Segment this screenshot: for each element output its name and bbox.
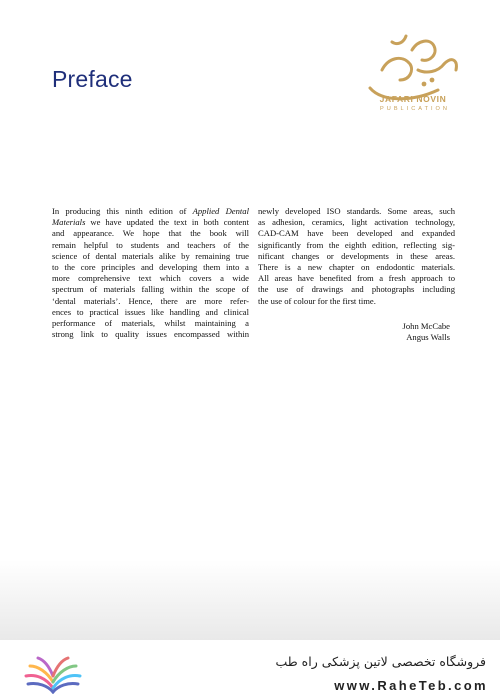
store-name-persian: فروشگاه تخصصی لاتین پزشکی راه طب	[275, 654, 486, 669]
text-line: Materials we have updated the text in both content	[52, 217, 249, 228]
publisher-name: JAFARI NOVIN	[379, 94, 447, 104]
page-bottom-shadow	[0, 560, 500, 640]
text-line: spectrum of materials falling within the scope of	[52, 284, 249, 295]
text-line: remain helpful to students and teachers of the	[52, 239, 249, 250]
page-title: Preface	[52, 66, 133, 92]
text-line: newly developed ISO standards. Some areas, such	[258, 206, 455, 216]
signature-author-2: Angus Walls	[406, 332, 450, 342]
text-line: strong link to quality issues encompassed within	[52, 329, 249, 340]
preface-column-left	[52, 206, 249, 340]
text-line: nificant changes or developments in these areas.	[258, 250, 455, 261]
signature-author-1: John McCabe	[402, 321, 450, 331]
text-line: In producing this ninth edition of Applied Dental	[52, 206, 249, 216]
text-line: science of dental materials alike by remaining true	[52, 250, 249, 261]
book-title-italic: Materials	[52, 217, 86, 228]
preface-column-right	[258, 206, 455, 307]
text-line: ‘dental materials’. Hence, there are more refer-	[52, 295, 249, 306]
text-line: All areas have benefited from a fresh approach to	[258, 273, 455, 284]
open-book-icon	[22, 648, 84, 694]
publisher-subtitle: PUBLICATION	[380, 106, 450, 112]
text-line: to the core principles and developing them into a	[52, 262, 249, 273]
text-line: ences to practical issues like handling and clinical	[52, 306, 249, 317]
text-line: performance of materials, whilst maintaining a	[52, 318, 249, 329]
text-line: significantly from the eighth edition, reflecting sig-	[258, 239, 455, 250]
text-line: the use of colour for the first time.	[258, 295, 376, 306]
text-line: and appearance. We hope that the book will	[52, 228, 249, 239]
text-line: the use of drawings and photographs including	[258, 284, 455, 295]
text-line: more comprehensive text which covers a wide	[52, 273, 249, 284]
text-line: There is a new chapter on endodontic materials.	[258, 262, 455, 273]
text-line: as adhesion, ceramics, light activation technology,	[258, 217, 455, 228]
store-website-link[interactable]: www.RaheTeb.com	[334, 678, 488, 693]
book-title-italic: Applied Dental	[192, 206, 249, 216]
text-line: CAD-CAM have been developed and expanded	[258, 228, 455, 239]
